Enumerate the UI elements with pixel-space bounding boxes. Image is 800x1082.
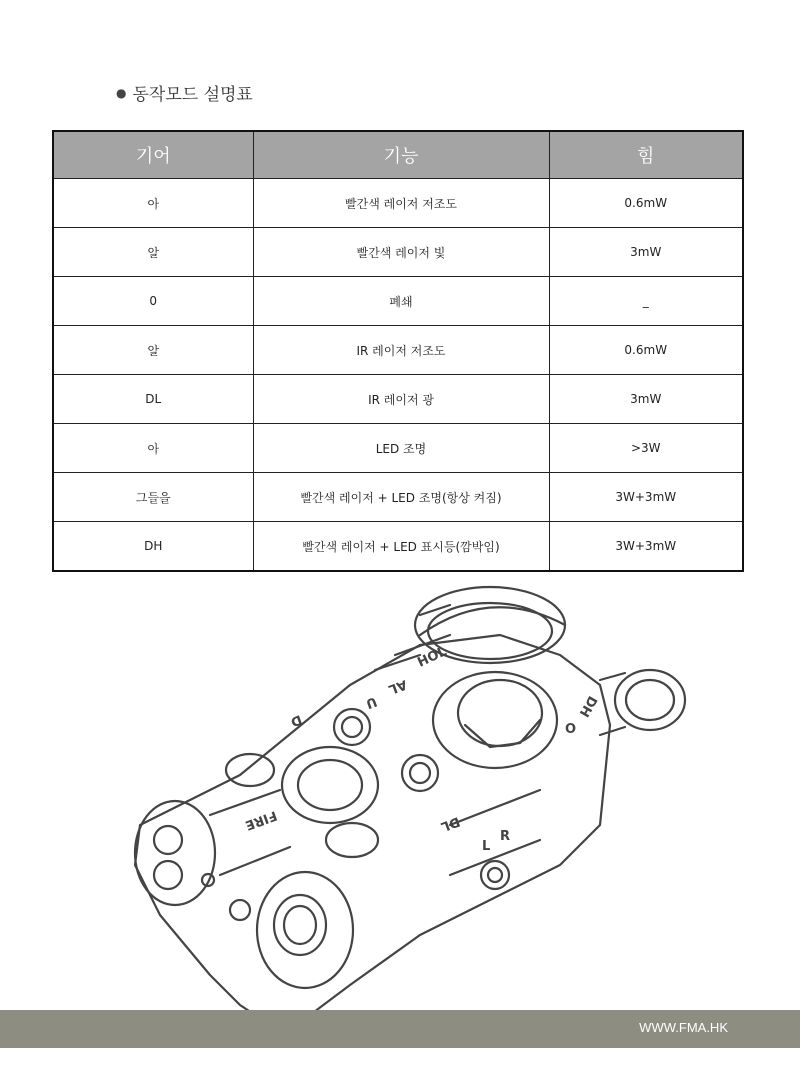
table-row [53,375,743,424]
function-cell: IR 레이저 저조도 [253,326,549,375]
gear-cell: DH [53,522,253,572]
table-row [53,522,743,572]
label-l: L [482,839,491,854]
table-row [53,179,743,228]
power-cell: 3W+3mW [549,522,743,572]
function-cell: 빨간색 레이저 + LED 조명(항상 켜짐) [253,473,549,522]
label-dh: DH [575,693,600,720]
power-cell: >3W [549,424,743,473]
function-cell: 빨간색 레이저 저조도 [253,179,549,228]
power-cell: 3mW [549,228,743,277]
bullet-icon: ● [116,85,127,100]
header-gear: 기어 [53,131,253,179]
gear-cell: 알 [53,326,253,375]
header-power: 힘 [549,131,743,179]
gear-cell: 알 [53,228,253,277]
power-cell: 0.6mW [549,326,743,375]
power-cell: 3W+3mW [549,473,743,522]
function-cell: 빨간색 레이저 빛 [253,228,549,277]
label-fire: FIRE [242,807,279,833]
footer-bar [0,1010,800,1048]
table-row [53,326,743,375]
table-row [53,228,743,277]
table-row [53,473,743,522]
footer-url: WWW.FMA.HK [639,1020,728,1035]
power-cell: _ [549,277,743,326]
table-row [53,424,743,473]
gear-cell: 아 [53,179,253,228]
gear-cell: 0 [53,277,253,326]
function-cell: IR 레이저 광 [253,375,549,424]
label-al: AL [386,676,409,697]
label-r: R [500,829,511,844]
label-d: D [288,711,304,730]
table-header-row [53,131,743,179]
label-hol: HOL [415,644,450,671]
gear-cell: DL [53,375,253,424]
label-o: O [565,722,577,737]
table-row [53,277,743,326]
power-cell: 0.6mW [549,179,743,228]
function-cell: 폐쇄 [253,277,549,326]
section-title-text: 동작모드 설명표 [132,85,253,105]
label-u: U [363,693,379,711]
mode-table [52,130,744,572]
gear-cell: 아 [53,424,253,473]
function-cell: LED 조명 [253,424,549,473]
label-dl: DL [438,813,462,834]
power-cell: 3mW [549,375,743,424]
gear-cell: 그들을 [53,473,253,522]
header-function: 기능 [253,131,549,179]
section-title [116,80,253,105]
laser-device-illustration [120,575,700,1045]
function-cell: 빨간색 레이저 + LED 표시등(깜박임) [253,522,549,572]
